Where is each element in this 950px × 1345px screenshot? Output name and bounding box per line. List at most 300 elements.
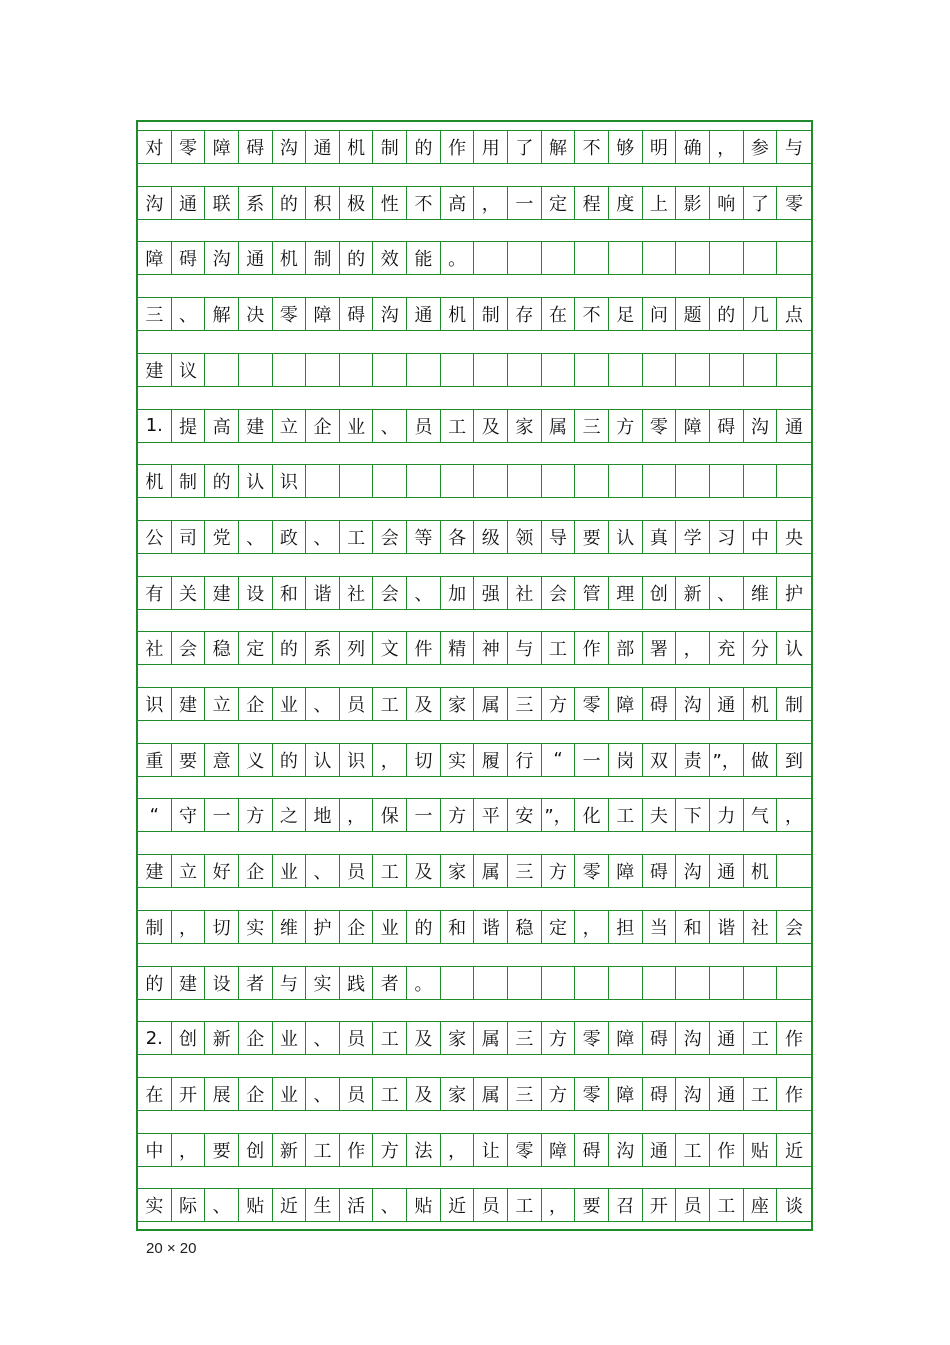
grid-cell: 定 — [239, 631, 273, 665]
grid-cell: 、 — [306, 520, 340, 554]
grid-cell: 机 — [441, 297, 475, 331]
grid-row — [138, 409, 811, 443]
grid-cell: 障 — [609, 1021, 643, 1055]
grid-cell — [474, 353, 508, 387]
grid-cell — [474, 241, 508, 275]
grid-cell: 障 — [609, 687, 643, 721]
grid-cell — [643, 966, 677, 1000]
grid-cell: 不 — [575, 297, 609, 331]
grid-cell: 护 — [777, 576, 811, 610]
grid-cell: 三 — [508, 1021, 542, 1055]
grid-cell: 级 — [474, 520, 508, 554]
grid-cell: 召 — [609, 1188, 643, 1222]
grid-cell: 沟 — [273, 130, 307, 164]
grid-cell: 通 — [777, 409, 811, 443]
grid-cell: 会 — [542, 576, 576, 610]
grid-row — [138, 1133, 811, 1167]
grid-cell: 问 — [643, 297, 677, 331]
grid-cell: 守 — [172, 798, 206, 832]
grid-cell: 列 — [340, 631, 374, 665]
grid-cell — [508, 241, 542, 275]
grid-cell: 的 — [407, 130, 441, 164]
grid-cell — [474, 966, 508, 1000]
grid-cell: 加 — [441, 576, 475, 610]
grid-cell — [710, 353, 744, 387]
grid-cell: 维 — [273, 910, 307, 944]
grid-cell: ， — [676, 631, 710, 665]
grid-cell: 。 — [407, 966, 441, 1000]
grid-cell — [676, 241, 710, 275]
grid-cell: 1. — [138, 409, 172, 443]
grid-cell: 件 — [407, 631, 441, 665]
grid-cell: 障 — [542, 1133, 576, 1167]
grid-cell: 三 — [508, 1077, 542, 1111]
grid-cell: 的 — [205, 464, 239, 498]
grid-cell — [575, 966, 609, 1000]
grid-cell: 真 — [643, 520, 677, 554]
grid-cell: 双 — [643, 743, 677, 777]
grid-cell: 谈 — [777, 1188, 811, 1222]
grid-cell: 平 — [474, 798, 508, 832]
grid-cell: 不 — [407, 186, 441, 220]
grid-cell: 家 — [441, 854, 475, 888]
grid-cell: 障 — [306, 297, 340, 331]
grid-cell — [609, 241, 643, 275]
grid-cell: 新 — [676, 576, 710, 610]
grid-cell — [508, 464, 542, 498]
grid-cell: ， — [441, 1133, 475, 1167]
grid-cell: 谐 — [306, 576, 340, 610]
grid-cell: 业 — [273, 1077, 307, 1111]
grid-cell — [575, 464, 609, 498]
grid-cell: 强 — [474, 576, 508, 610]
grid-cell — [441, 966, 475, 1000]
grid-cell: 识 — [273, 464, 307, 498]
grid-cell: 社 — [744, 910, 778, 944]
grid-cell: 力 — [710, 798, 744, 832]
grid-cell: 障 — [609, 854, 643, 888]
grid-cell: 安 — [508, 798, 542, 832]
grid-cell: 会 — [373, 520, 407, 554]
grid-cell: 定 — [542, 186, 576, 220]
grid-cell: 维 — [744, 576, 778, 610]
grid-cell: 制 — [373, 130, 407, 164]
grid-cell: 与 — [273, 966, 307, 1000]
grid-cell: 、 — [172, 297, 206, 331]
grid-cell: 沟 — [676, 854, 710, 888]
grid-row — [138, 464, 811, 498]
grid-cell: 工 — [609, 798, 643, 832]
grid-cell: 工 — [744, 1021, 778, 1055]
grid-cell: 的 — [407, 910, 441, 944]
grid-cell: 制 — [138, 910, 172, 944]
grid-cell — [744, 353, 778, 387]
grid-cell: 创 — [172, 1021, 206, 1055]
grid-cell: 地 — [306, 798, 340, 832]
grid-cell: 工 — [441, 409, 475, 443]
manuscript-grid — [136, 120, 813, 1231]
grid-cell: 生 — [306, 1188, 340, 1222]
grid-cell — [676, 464, 710, 498]
grid-cell: 障 — [609, 1077, 643, 1111]
grid-cell: 障 — [138, 241, 172, 275]
grid-cell: 企 — [340, 910, 374, 944]
grid-cell: 开 — [643, 1188, 677, 1222]
grid-cell: 程 — [575, 186, 609, 220]
grid-cell: 系 — [306, 631, 340, 665]
grid-cell: 作 — [340, 1133, 374, 1167]
grid-cell — [508, 966, 542, 1000]
grid-cell — [744, 966, 778, 1000]
grid-cell — [306, 353, 340, 387]
grid-cell — [542, 464, 576, 498]
grid-cell — [777, 353, 811, 387]
grid-cell: 碍 — [172, 241, 206, 275]
grid-cell: 活 — [340, 1188, 374, 1222]
grid-cell: 零 — [643, 409, 677, 443]
grid-cell: 在 — [542, 297, 576, 331]
grid-cell — [710, 241, 744, 275]
grid-cell: 工 — [373, 687, 407, 721]
grid-cell: 业 — [273, 687, 307, 721]
grid-cell: 气 — [744, 798, 778, 832]
grid-cell: 岗 — [609, 743, 643, 777]
grid-cell: 及 — [407, 854, 441, 888]
grid-cell — [239, 353, 273, 387]
grid-cell: 方 — [239, 798, 273, 832]
grid-cell: 者 — [373, 966, 407, 1000]
grid-cell: 意 — [205, 743, 239, 777]
grid-cell: 机 — [744, 687, 778, 721]
grid-cell: 工 — [508, 1188, 542, 1222]
grid-cell — [273, 353, 307, 387]
grid-cell: 企 — [239, 854, 273, 888]
grid-cell: 作 — [777, 1077, 811, 1111]
grid-cell: 与 — [508, 631, 542, 665]
grid-cell: 碍 — [710, 409, 744, 443]
grid-cell: 工 — [744, 1077, 778, 1111]
grid-cell: 解 — [205, 297, 239, 331]
grid-row — [138, 353, 811, 387]
grid-cell: 工 — [676, 1133, 710, 1167]
grid-cell: ， — [575, 910, 609, 944]
grid-row — [138, 1188, 811, 1222]
grid-cell: 创 — [643, 576, 677, 610]
grid-cell: 与 — [777, 130, 811, 164]
grid-cell: 当 — [643, 910, 677, 944]
grid-cell: 会 — [172, 631, 206, 665]
grid-cell: 属 — [542, 409, 576, 443]
grid-cell: 责 — [676, 743, 710, 777]
grid-cell: 认 — [306, 743, 340, 777]
grid-cell: 家 — [441, 687, 475, 721]
grid-cell: ， — [172, 1133, 206, 1167]
grid-cell: 零 — [575, 1021, 609, 1055]
grid-cell — [542, 966, 576, 1000]
grid-cell: 的 — [340, 241, 374, 275]
grid-cell: 贴 — [239, 1188, 273, 1222]
grid-cell: 切 — [205, 910, 239, 944]
grid-cell: 之 — [273, 798, 307, 832]
grid-cell — [373, 353, 407, 387]
grid-cell — [407, 464, 441, 498]
grid-cell: 性 — [373, 186, 407, 220]
grid-cell: 及 — [407, 687, 441, 721]
grid-cell: 业 — [340, 409, 374, 443]
grid-cell: 制 — [777, 687, 811, 721]
grid-cell: 署 — [643, 631, 677, 665]
grid-cell: 要 — [575, 1188, 609, 1222]
grid-cell: 、 — [306, 1077, 340, 1111]
grid-cell: 系 — [239, 186, 273, 220]
grid-cell: 一 — [205, 798, 239, 832]
grid-cell: 度 — [609, 186, 643, 220]
grid-cell: ， — [172, 910, 206, 944]
grid-cell: 属 — [474, 687, 508, 721]
grid-row — [138, 743, 811, 777]
grid-cell: 和 — [273, 576, 307, 610]
grid-cell — [542, 353, 576, 387]
grid-cell: 的 — [273, 631, 307, 665]
grid-cell: 作 — [575, 631, 609, 665]
grid-cell: 贴 — [744, 1133, 778, 1167]
grid-cell — [643, 464, 677, 498]
grid-cell: 分 — [744, 631, 778, 665]
grid-cell: 积 — [306, 186, 340, 220]
grid-cell: 碍 — [340, 297, 374, 331]
grid-cell: 识 — [340, 743, 374, 777]
grid-cell: 谐 — [710, 910, 744, 944]
grid-cell: 等 — [407, 520, 441, 554]
grid-cell: 和 — [441, 910, 475, 944]
grid-cell: 社 — [138, 631, 172, 665]
grid-cell: 导 — [542, 520, 576, 554]
grid-cell: 一 — [508, 186, 542, 220]
grid-cell — [676, 353, 710, 387]
grid-cell: 、 — [205, 1188, 239, 1222]
grid-cell: 夫 — [643, 798, 677, 832]
grid-cell: 机 — [744, 854, 778, 888]
grid-cell: 的 — [273, 186, 307, 220]
grid-cell: 义 — [239, 743, 273, 777]
grid-cell: 沟 — [609, 1133, 643, 1167]
grid-cell: 部 — [609, 631, 643, 665]
grid-cell: 通 — [407, 297, 441, 331]
grid-cell: 好 — [205, 854, 239, 888]
grid-cell: 点 — [777, 297, 811, 331]
grid-cell: 家 — [441, 1021, 475, 1055]
grid-cell: 工 — [373, 1021, 407, 1055]
grid-cell: 属 — [474, 1077, 508, 1111]
grid-cell: 建 — [138, 854, 172, 888]
grid-cell: 履 — [474, 743, 508, 777]
grid-cell: 制 — [474, 297, 508, 331]
grid-cell: 了 — [744, 186, 778, 220]
grid-cell: 家 — [441, 1077, 475, 1111]
grid-cell: 提 — [172, 409, 206, 443]
grid-cell: 方 — [542, 1077, 576, 1111]
grid-cell: 议 — [172, 353, 206, 387]
grid-cell: 建 — [239, 409, 273, 443]
grid-cell — [643, 353, 677, 387]
grid-cell: 精 — [441, 631, 475, 665]
grid-cell: ， — [373, 743, 407, 777]
grid-cell — [407, 353, 441, 387]
grid-cell: 机 — [138, 464, 172, 498]
grid-cell: 各 — [441, 520, 475, 554]
grid-cell: 社 — [508, 576, 542, 610]
grid-cell — [609, 464, 643, 498]
grid-cell: 识 — [138, 687, 172, 721]
grid-cell: 理 — [609, 576, 643, 610]
grid-cell: 近 — [441, 1188, 475, 1222]
grid-cell: 让 — [474, 1133, 508, 1167]
grid-cell: ， — [710, 130, 744, 164]
grid-cell: “ — [138, 798, 172, 832]
grid-cell: 展 — [205, 1077, 239, 1111]
grid-cell: 建 — [205, 576, 239, 610]
grid-cell: 要 — [172, 743, 206, 777]
grid-cell: 响 — [710, 186, 744, 220]
grid-cell: 了 — [508, 130, 542, 164]
grid-cell: 企 — [239, 687, 273, 721]
grid-cell: 零 — [508, 1133, 542, 1167]
grid-cell: 学 — [676, 520, 710, 554]
grid-cell: 近 — [777, 1133, 811, 1167]
grid-cell — [777, 241, 811, 275]
grid-cell: ”， — [542, 798, 576, 832]
grid-cell: 碍 — [239, 130, 273, 164]
grid-cell: 践 — [340, 966, 374, 1000]
grid-cell: 高 — [205, 409, 239, 443]
grid-cell: 立 — [172, 854, 206, 888]
grid-cell: 碍 — [643, 1077, 677, 1111]
grid-cell: 中 — [138, 1133, 172, 1167]
grid-cell: 设 — [239, 576, 273, 610]
grid-cell: 员 — [340, 687, 374, 721]
grid-cell: 确 — [676, 130, 710, 164]
grid-cell: 通 — [643, 1133, 677, 1167]
grid-cell — [609, 353, 643, 387]
grid-cell: 法 — [407, 1133, 441, 1167]
grid-cell: 立 — [205, 687, 239, 721]
grid-cell: 碍 — [643, 854, 677, 888]
grid-cell: 零 — [777, 186, 811, 220]
grid-cell: 制 — [172, 464, 206, 498]
grid-cell: 障 — [205, 130, 239, 164]
grid-cell: 业 — [273, 854, 307, 888]
grid-row — [138, 854, 811, 888]
grid-cell: 机 — [273, 241, 307, 275]
grid-row — [138, 687, 811, 721]
grid-cell: 对 — [138, 130, 172, 164]
grid-cell: 企 — [306, 409, 340, 443]
grid-cell: 障 — [676, 409, 710, 443]
grid-cell: 及 — [407, 1077, 441, 1111]
grid-cell: 工 — [340, 520, 374, 554]
grid-cell: 化 — [575, 798, 609, 832]
grid-cell: 三 — [508, 687, 542, 721]
grid-cell: 下 — [676, 798, 710, 832]
grid-cell: 员 — [340, 854, 374, 888]
grid-cell: 通 — [306, 130, 340, 164]
grid-cell: 三 — [575, 409, 609, 443]
grid-cell: 员 — [407, 409, 441, 443]
grid-cell: 方 — [542, 854, 576, 888]
grid-cell: 在 — [138, 1077, 172, 1111]
grid-cell: 零 — [575, 687, 609, 721]
grid-cell: 员 — [340, 1077, 374, 1111]
grid-cell — [441, 353, 475, 387]
grid-cell: 、 — [373, 1188, 407, 1222]
grid-cell: 决 — [239, 297, 273, 331]
grid-cell — [474, 464, 508, 498]
grid-cell: 央 — [777, 520, 811, 554]
grid-cell: 极 — [340, 186, 374, 220]
grid-cell: 、 — [306, 1021, 340, 1055]
grid-row — [138, 297, 811, 331]
grid-row — [138, 966, 811, 1000]
grid-cell: ， — [542, 1188, 576, 1222]
grid-cell — [373, 464, 407, 498]
grid-cell: 行 — [508, 743, 542, 777]
grid-cell: 、 — [710, 576, 744, 610]
grid-cell: 三 — [138, 297, 172, 331]
grid-cell: 不 — [575, 130, 609, 164]
grid-cell: 、 — [239, 520, 273, 554]
grid-cell: 属 — [474, 854, 508, 888]
grid-cell — [441, 464, 475, 498]
grid-cell: 用 — [474, 130, 508, 164]
grid-cell: 作 — [710, 1133, 744, 1167]
grid-cell: 沟 — [373, 297, 407, 331]
grid-cell: 零 — [172, 130, 206, 164]
grid-cell: 。 — [441, 241, 475, 275]
grid-cell: ， — [474, 186, 508, 220]
grid-cell: 高 — [441, 186, 475, 220]
grid-cell: 要 — [575, 520, 609, 554]
grid-cell: ”， — [710, 743, 744, 777]
grid-cell: 工 — [373, 854, 407, 888]
grid-cell — [643, 241, 677, 275]
grid-cell: 神 — [474, 631, 508, 665]
grid-cell: 谐 — [474, 910, 508, 944]
grid-cell: 通 — [710, 1077, 744, 1111]
grid-cell: 认 — [609, 520, 643, 554]
grid-cell — [777, 966, 811, 1000]
grid-cell: 沟 — [205, 241, 239, 275]
grid-cell — [205, 353, 239, 387]
grid-cell: 属 — [474, 1021, 508, 1055]
grid-cell: 司 — [172, 520, 206, 554]
grid-cell: 方 — [441, 798, 475, 832]
grid-cell: 近 — [273, 1188, 307, 1222]
grid-cell: 沟 — [676, 1077, 710, 1111]
grid-cell: 关 — [172, 576, 206, 610]
grid-cell — [609, 966, 643, 1000]
grid-cell: 保 — [373, 798, 407, 832]
grid-cell: 新 — [205, 1021, 239, 1055]
grid-cell: 、 — [407, 576, 441, 610]
grid-cell: 通 — [239, 241, 273, 275]
grid-cell: 存 — [508, 297, 542, 331]
grid-cell: 沟 — [676, 687, 710, 721]
grid-row — [138, 520, 811, 554]
grid-cell: 及 — [407, 1021, 441, 1055]
grid-cell: 习 — [710, 520, 744, 554]
grid-cell: 护 — [306, 910, 340, 944]
grid-cell: 业 — [273, 1021, 307, 1055]
